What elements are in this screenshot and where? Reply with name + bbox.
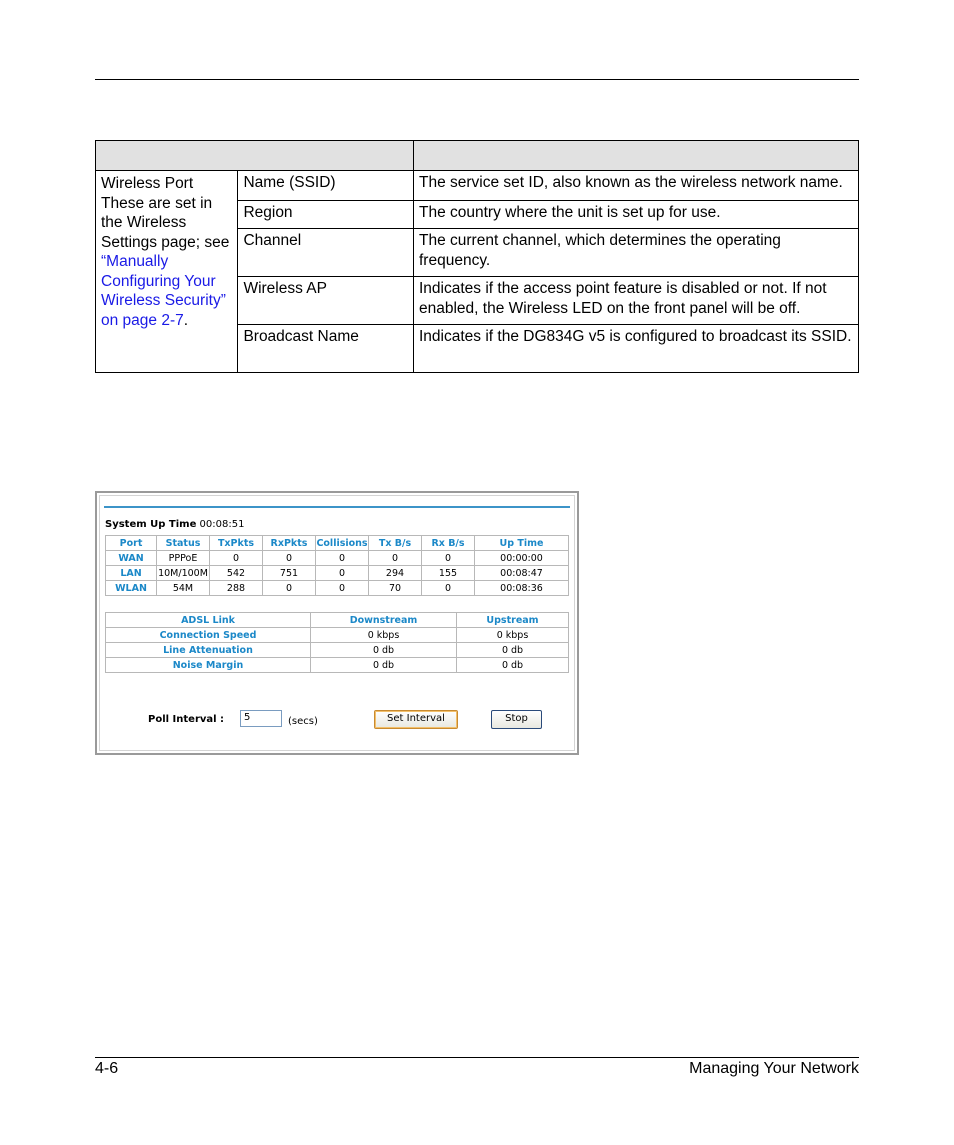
stat-row <box>106 643 569 658</box>
stat-cell: 0 <box>316 566 369 581</box>
header-rule <box>95 79 859 80</box>
stat-cell: 00:00:00 <box>475 551 569 566</box>
field-cell: Wireless AP <box>238 277 414 325</box>
stat-cell: LAN <box>106 566 157 581</box>
group-cell-wireless-port <box>96 171 238 373</box>
group-title: Wireless Port <box>101 175 194 192</box>
header-cell-description <box>414 141 859 171</box>
stat-header-cell: Status <box>157 536 210 551</box>
stat-header-cell: Port <box>106 536 157 551</box>
stat-cell: 0 kbps <box>311 628 457 643</box>
stat-row <box>106 566 569 581</box>
stat-cell: 10M/100M <box>158 567 208 579</box>
stat-header-cell: ADSL Link <box>106 613 311 628</box>
stat-header-cell: Up Time <box>475 536 569 551</box>
stat-cell: 0 <box>210 551 263 566</box>
poll-interval-label: Poll Interval : <box>148 714 225 725</box>
set-interval-button[interactable]: Set Interval <box>374 710 458 729</box>
group-note: These are set in the Wireless Settings page; see <box>101 194 230 251</box>
screenshot-top-rule <box>104 506 570 508</box>
stat-cell: Noise Margin <box>106 658 311 673</box>
field-cell: Name (SSID) <box>238 171 414 201</box>
system-uptime <box>105 519 244 530</box>
stat-header-cell: Collisions <box>316 537 368 549</box>
stat-header-cell: TxPkts <box>210 536 263 551</box>
stat-header-row <box>106 613 569 628</box>
stat-cell: 70 <box>369 581 422 596</box>
stat-cell: 0 db <box>311 643 457 658</box>
stat-row <box>106 658 569 673</box>
stat-cell: Connection Speed <box>106 628 311 643</box>
field-cell: Region <box>238 201 414 229</box>
stat-cell: 00:08:47 <box>475 566 569 581</box>
stat-cell: PPPoE <box>157 551 210 566</box>
wireless-port-table <box>95 140 859 373</box>
stat-header-cell: RxPkts <box>263 536 316 551</box>
stat-cell: 288 <box>210 581 263 596</box>
stat-cell: 0 db <box>457 643 569 658</box>
stat-header-cell: Upstream <box>457 613 569 628</box>
stop-button[interactable]: Stop <box>491 710 542 729</box>
stat-cell: 54M <box>157 581 210 596</box>
stat-cell: 0 <box>422 551 475 566</box>
stat-cell: 0 <box>263 581 316 596</box>
stat-cell: 294 <box>369 566 422 581</box>
stat-header-row <box>106 536 569 551</box>
page-number: 4-6 <box>95 1060 119 1077</box>
stat-header-cell: Rx B/s <box>422 536 475 551</box>
port-stats-table <box>105 535 569 596</box>
field-cell: Channel <box>238 229 414 277</box>
stat-cell: WAN <box>106 551 157 566</box>
stat-cell: 751 <box>263 566 316 581</box>
desc-cell: Indicates if the DG834G v5 is configured to broadcast its SSID. <box>414 325 859 373</box>
stat-header-cell: Downstream <box>311 613 457 628</box>
stat-cell: 155 <box>422 566 475 581</box>
stat-row <box>106 628 569 643</box>
manual-config-link[interactable]: “Manually Configuring Your Wireless Security” on page 2-7 <box>101 253 226 329</box>
stat-row <box>106 551 569 566</box>
stat-cell: 0 db <box>457 658 569 673</box>
table-row <box>96 171 859 201</box>
table-header-row <box>96 141 859 171</box>
uptime-value: 00:08:51 <box>199 519 245 530</box>
desc-cell: The country where the unit is set up for use. <box>414 201 859 229</box>
stat-cell: 0 <box>422 581 475 596</box>
stat-header-cell: Tx B/s <box>369 536 422 551</box>
group-note-tail: . <box>183 311 189 329</box>
adsl-stats-table <box>105 612 569 673</box>
poll-interval-input[interactable]: 5 <box>240 710 282 727</box>
section-title: Managing Your Network <box>689 1060 859 1077</box>
stat-cell: 00:08:36 <box>475 581 569 596</box>
stat-cell: 0 kbps <box>457 628 569 643</box>
router-status-screenshot <box>95 491 579 755</box>
stat-cell: 0 <box>369 551 422 566</box>
header-cell-item <box>96 141 414 171</box>
stat-cell: 0 <box>316 551 369 566</box>
stat-cell: Line Attenuation <box>106 643 311 658</box>
stat-cell: WLAN <box>106 581 157 596</box>
footer-rule <box>95 1057 859 1058</box>
field-cell: Broadcast Name <box>238 325 414 373</box>
stat-cell: 0 <box>316 581 369 596</box>
desc-cell: The service set ID, also known as the wireless network name. <box>414 171 859 201</box>
stat-row <box>106 581 569 596</box>
stat-cell: 0 <box>263 551 316 566</box>
desc-cell: The current channel, which determines the operating frequency. <box>414 229 859 277</box>
desc-cell: Indicates if the access point feature is disabled or not. If not enabled, the Wireless LED on the front panel will be off. <box>414 277 859 325</box>
stat-cell: 0 db <box>311 658 457 673</box>
stat-cell: 542 <box>210 566 263 581</box>
secs-label: (secs) <box>288 716 318 727</box>
uptime-label: System Up Time <box>105 519 197 530</box>
